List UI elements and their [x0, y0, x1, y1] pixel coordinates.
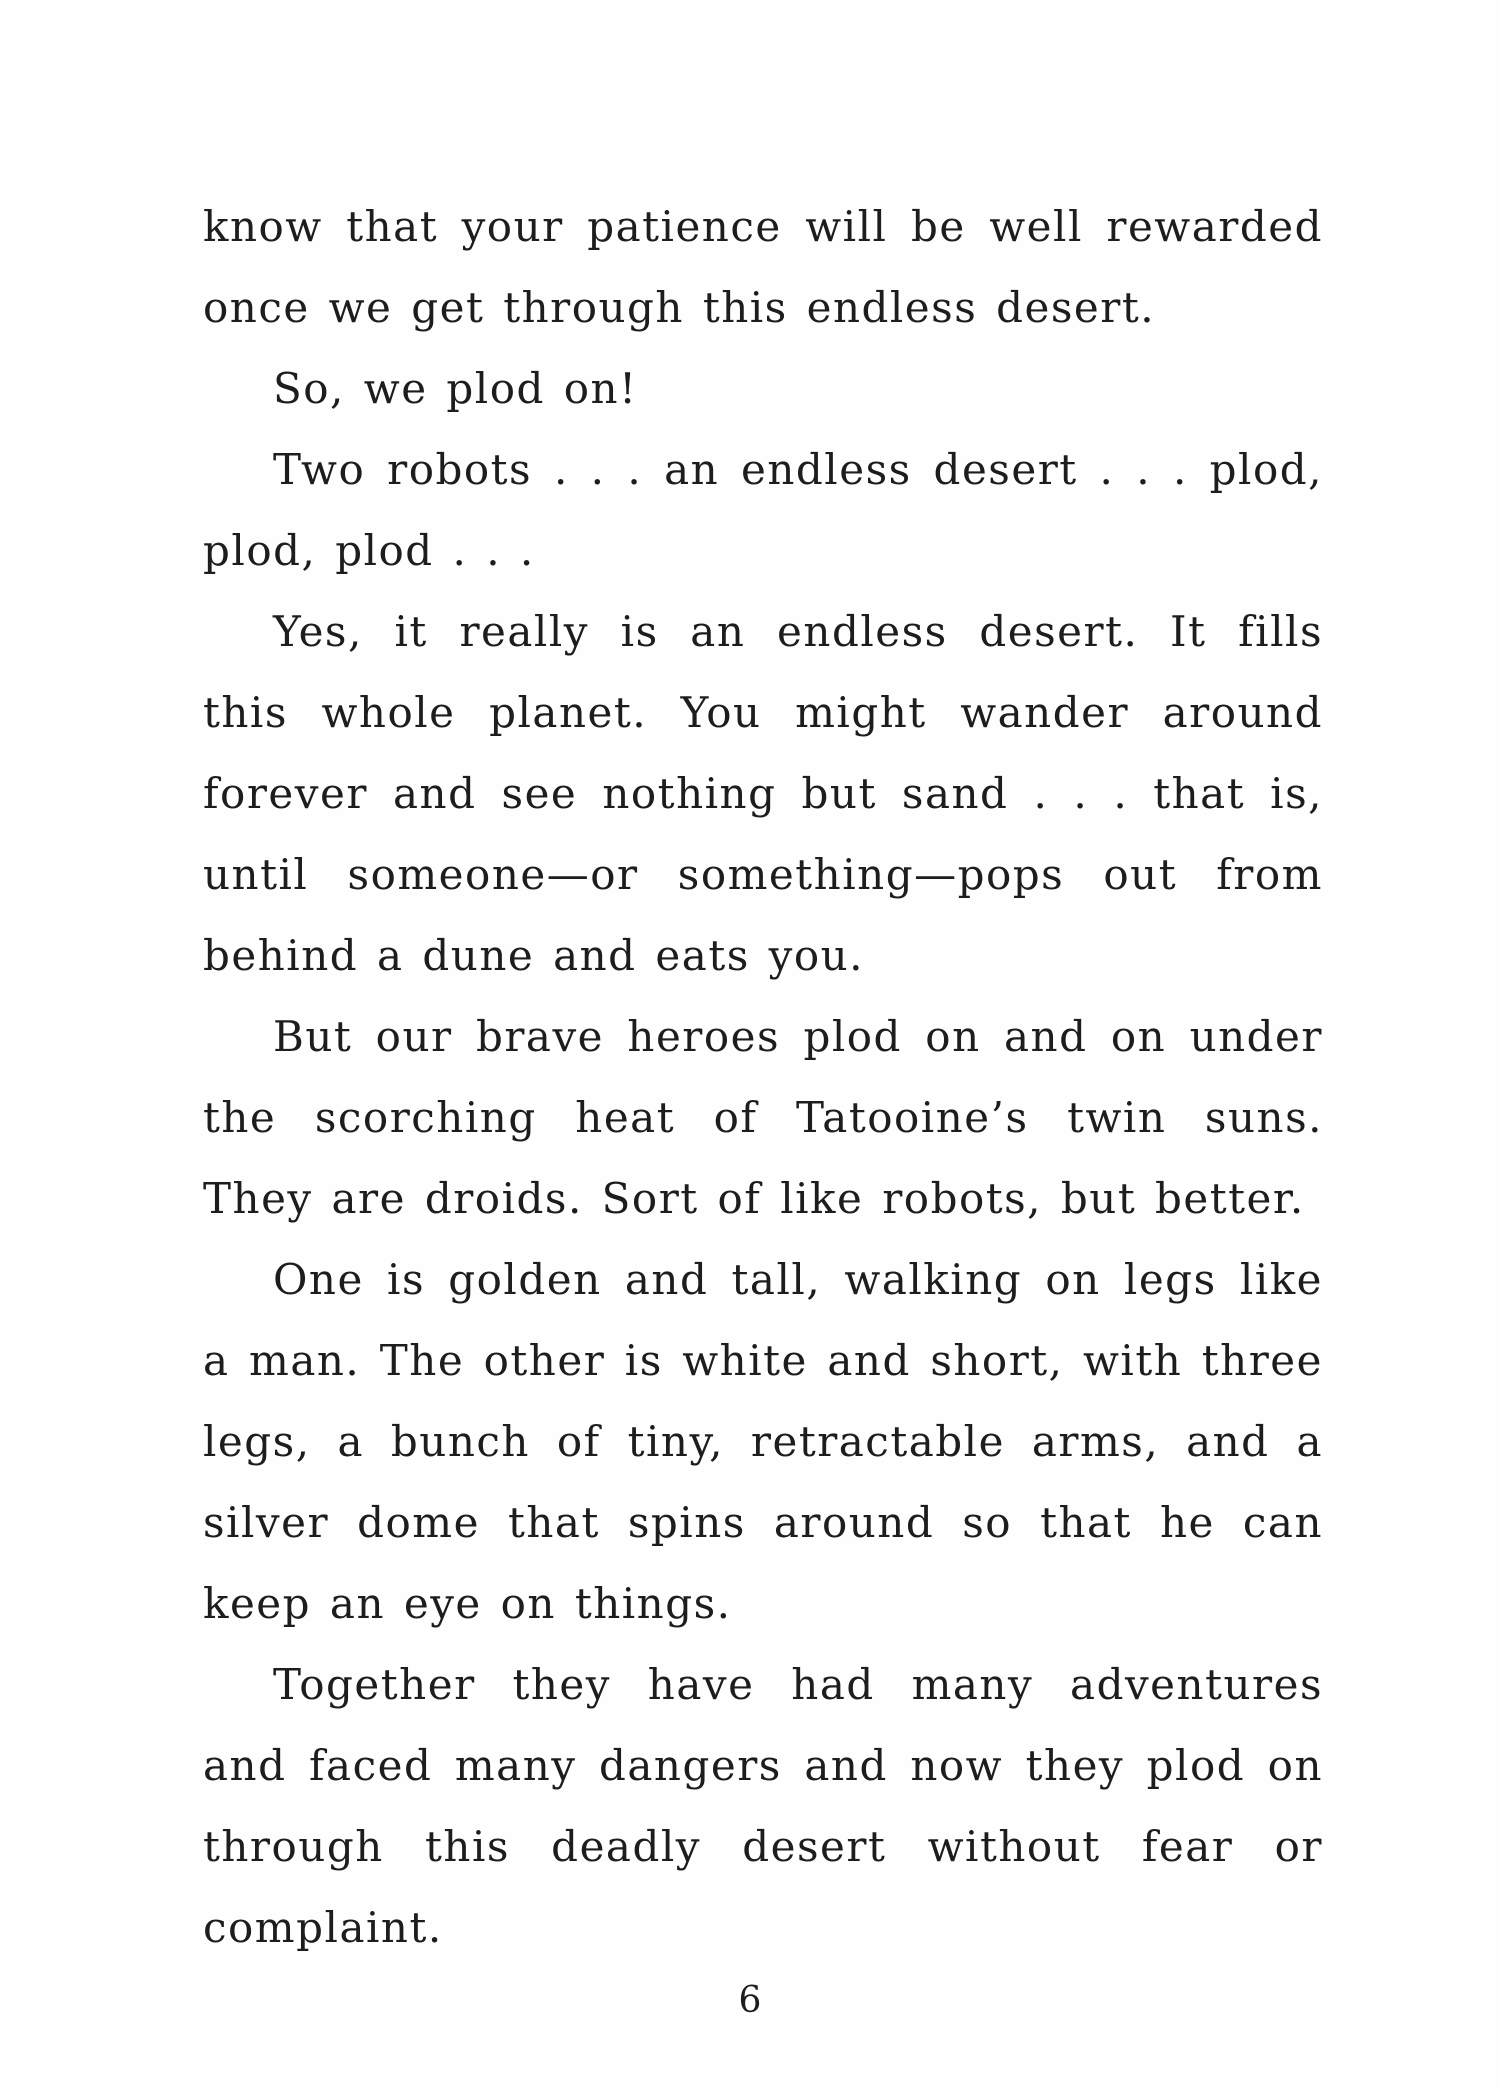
page-number: 6 [738, 1980, 762, 2021]
paragraph-continued: know that your patience will be well rewarded once we get through this endless desert. [203, 202, 1323, 332]
paragraph: Yes, it really is an endless desert. It fills this whole planet. You might wander around forever and see nothing but sand . . . that is, until someone—or something—pops out from behind a dune and eats you. [203, 607, 1323, 980]
paragraph: So, we plod on! [273, 364, 638, 413]
paragraph: Together they have had many adventures and faced many dangers and now they plod on through this deadly desert without fear or complaint. [203, 1660, 1323, 1952]
body-text [203, 186, 1323, 1968]
paragraph: But our brave heroes plod on and on under the scorching heat of Tatooine’s twin suns. They are droids. Sort of like robots, but better. [203, 1012, 1323, 1223]
paragraph: Two robots . . . an endless desert . . . plod, plod, plod . . . [203, 445, 1323, 575]
paragraph: One is golden and tall, walking on legs like a man. The other is white and short, with three legs, a bunch of tiny, retractable arms, and a silver dome that spins around so that he can keep an eye on things. [203, 1255, 1323, 1628]
